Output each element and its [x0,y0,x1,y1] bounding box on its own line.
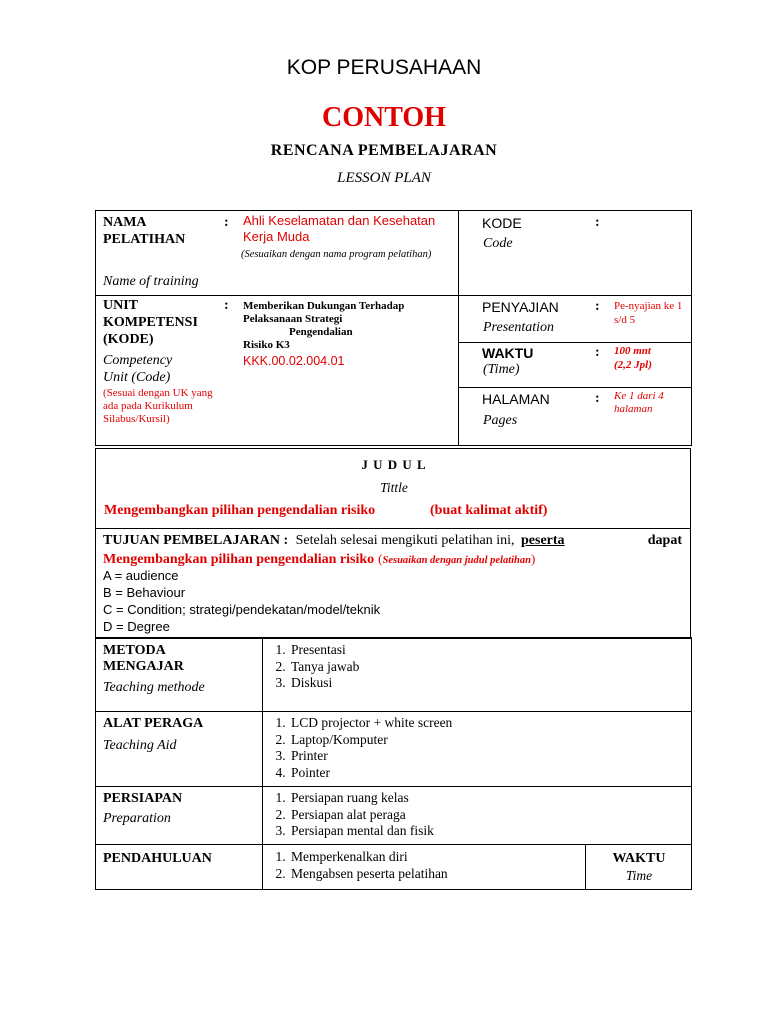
document-title: RENCANA PEMBELAJARAN [270,142,498,159]
tujuan-peserta: peserta [521,533,565,548]
unit-value-2: Pelaksanaan Strategi [243,313,343,325]
halaman-label: HALAMAN [482,391,550,407]
pendahuluan-waktu-en: Time [625,868,653,883]
judul-hint: (buat kalimat aktif) [430,503,548,518]
tujuan-dapat: dapat [647,533,682,548]
nama-colon: : [224,215,229,230]
waktu-label-en: (Time) [483,362,520,377]
pendahuluan-list [263,849,585,882]
halaman-label-en: Pages [483,413,518,428]
unit-label-en-2: Unit (Code) [103,370,171,385]
tujuan-hint: Sesuaikan dengan judul pelatihan [382,555,531,566]
metoda-label-cell [96,638,263,712]
judul-tujuan-table [95,448,691,639]
list-item: 4. Pointer [289,765,691,782]
tujuan-objective-line: Mengembangkan pilihan pengendalian risiko (Sesuaikan dengan judul pelatihan) [103,551,536,567]
judul-label-en: Tittle [380,480,408,495]
unit-label-en-1: Competency [103,353,173,368]
abcd-condition: C = Condition; strategi/pendekatan/model/teknik [103,602,381,617]
pendahuluan-waktu-cell [586,845,692,890]
halaman-colon: : [595,391,600,406]
tujuan-intro: Setelah selesai mengikuti pelatihan ini, [295,533,515,548]
right-info-cell [459,296,692,446]
nama-note: (Sesuaikan dengan nama program pelatihan) [241,249,432,260]
list-item: 2. Laptop/Komputer [289,732,691,749]
penyajian-label: PENYAJIAN [482,299,559,315]
unit-label-1: UNIT [103,298,139,313]
kode-cell [459,211,692,296]
persiapan-list [263,790,691,840]
methods-table [95,637,692,890]
kode-label-en: Code [483,236,513,251]
tujuan-cell [96,529,691,639]
list-item: 1. Memperkenalkan diri [289,849,585,866]
waktu-value-2: (2,2 Jpl) [614,359,652,371]
penyajian-value: Pe-nyajian ke 1 s/d 5 [614,300,683,326]
metoda-label-1: METODA [103,643,166,658]
list-item: 3. Diskusi [289,675,691,692]
abcd-behaviour: B = Behaviour [103,585,186,600]
judul-label: J U D U L [361,457,427,472]
unit-code: KKK.00.02.004.01 [243,354,345,368]
kode-label: KODE [482,215,522,231]
pendahuluan-list-cell [263,845,586,890]
nama-label-2: PELATIHAN [103,232,186,247]
unit-label-2: KOMPETENSI [103,315,198,330]
unit-label-3: (KODE) [103,332,154,347]
company-letterhead: KOP PERUSAHAAN [286,56,482,79]
list-item: 3. Persiapan mental dan fisik [289,823,691,840]
list-item: 3. Printer [289,748,691,765]
list-item: 1. LCD projector + white screen [289,715,691,732]
halaman-value: Ke 1 dari 4 halaman [614,390,664,415]
unit-note: (Sesuai dengan UK yang ada pada Kurikulum Silabus/Kursil) [103,387,213,425]
list-item: 1. Persiapan ruang kelas [289,790,691,807]
info-table [95,210,692,446]
metoda-list-cell [263,638,692,712]
metoda-label-en: Teaching methode [103,680,205,695]
alat-list-cell [263,712,692,787]
alat-label: ALAT PERAGA [103,716,204,731]
penyajian-colon: : [595,299,600,314]
waktu-block [459,342,692,388]
example-title: CONTOH [322,102,446,133]
alat-label-en: Teaching Aid [103,738,177,753]
nama-value: Ahli Keselamatan dan Kesehatan Kerja Muda [243,213,436,244]
abcd-list [103,567,380,635]
metoda-list [263,642,691,692]
nama-label-en: Name of training [103,274,199,289]
metoda-label-2: MENGAJAR [103,659,184,674]
tujuan-line [103,533,683,549]
kode-colon: : [595,215,600,230]
judul-text: Mengembangkan pilihan pengendalian risiko [104,503,376,518]
unit-kompetensi-cell [96,296,459,446]
unit-value-4: Risiko K3 [243,339,290,351]
nama-pelatihan-cell [96,211,459,296]
persiapan-label: PERSIAPAN [103,791,183,806]
list-item: 2. Persiapan alat peraga [289,807,691,824]
penyajian-label-en: Presentation [483,320,555,335]
abcd-audience: A = audience [103,568,179,583]
pendahuluan-waktu-label: WAKTU [612,851,666,866]
list-item: 2. Tanya jawab [289,659,691,676]
persiapan-list-cell [263,787,692,845]
unit-colon: : [224,298,229,313]
waktu-label: WAKTU [482,345,534,361]
list-item: 1. Presentasi [289,642,691,659]
tujuan-objective: Mengembangkan pilihan pengendalian risiko [103,552,375,567]
pendahuluan-label: PENDAHULUAN [103,851,212,866]
unit-value-3: Pengendalian [289,326,353,338]
abcd-degree: D = Degree [103,619,170,634]
waktu-value-1: 100 mnt [614,345,651,357]
tujuan-label: TUJUAN PEMBELAJARAN : [103,533,289,548]
unit-value-1: Memberikan Dukungan Terhadap [243,300,405,312]
persiapan-label-cell [96,787,263,845]
waktu-colon: : [595,345,600,360]
pendahuluan-label-cell [96,845,263,890]
persiapan-label-en: Preparation [103,811,171,826]
list-item: 2. Mengabsen peserta pelatihan [289,866,585,883]
halaman-block [459,387,692,445]
alat-list [263,715,691,781]
penyajian-block [459,296,692,343]
nama-label-1: NAMA [103,215,147,230]
document-subtitle: LESSON PLAN [337,170,431,186]
alat-label-cell [96,712,263,787]
judul-cell [96,449,691,529]
